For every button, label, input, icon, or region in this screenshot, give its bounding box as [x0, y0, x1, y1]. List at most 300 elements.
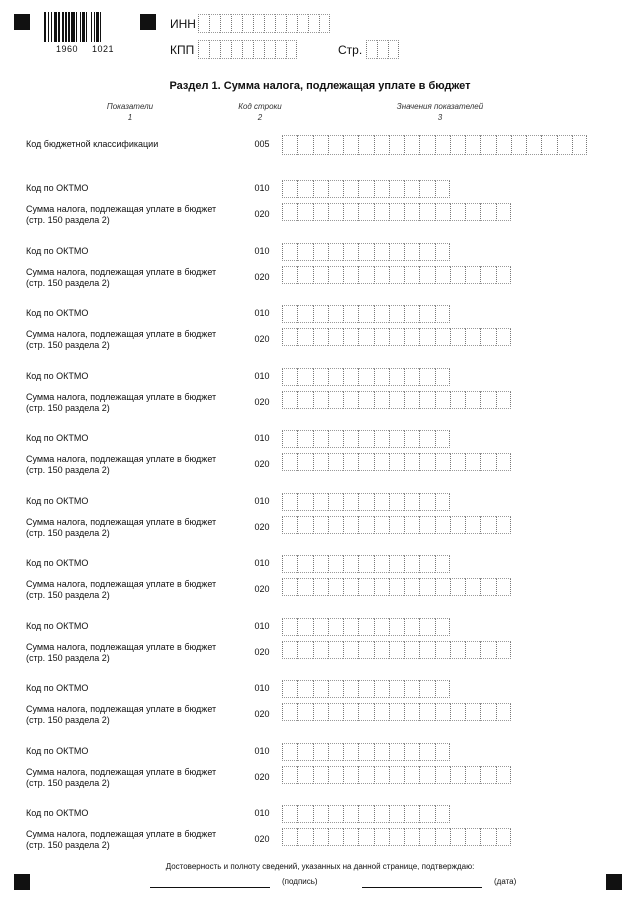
input-cell[interactable]: [297, 328, 312, 346]
input-cell[interactable]: [343, 368, 358, 386]
input-cell[interactable]: [389, 243, 404, 261]
input-cell[interactable]: [328, 180, 343, 198]
input-cell[interactable]: [297, 743, 312, 761]
input-cell[interactable]: [389, 618, 404, 636]
input-cell[interactable]: [496, 453, 511, 471]
input-cell[interactable]: [465, 391, 480, 409]
input-cell[interactable]: [465, 135, 480, 155]
input-cell[interactable]: [358, 805, 373, 823]
input-cell[interactable]: [328, 641, 343, 659]
input-cell[interactable]: [496, 703, 511, 721]
input-cell[interactable]: [328, 430, 343, 448]
input-cell[interactable]: [389, 391, 404, 409]
input-cell[interactable]: [389, 368, 404, 386]
input-cell[interactable]: [450, 703, 465, 721]
oktmo-field[interactable]: [282, 305, 450, 323]
input-cell[interactable]: [343, 766, 358, 784]
input-cell[interactable]: [343, 578, 358, 596]
input-cell[interactable]: [328, 135, 343, 155]
input-cell[interactable]: [275, 14, 286, 33]
tax-sum-field[interactable]: [282, 703, 511, 721]
input-cell[interactable]: [435, 243, 450, 261]
input-cell[interactable]: [419, 703, 434, 721]
input-cell[interactable]: [496, 328, 511, 346]
input-cell[interactable]: [297, 135, 312, 155]
input-cell[interactable]: [374, 430, 389, 448]
input-cell[interactable]: [496, 578, 511, 596]
input-cell[interactable]: [389, 516, 404, 534]
input-cell[interactable]: [374, 203, 389, 221]
input-cell[interactable]: [374, 743, 389, 761]
input-cell[interactable]: [404, 180, 419, 198]
input-cell[interactable]: [328, 266, 343, 284]
kpp-field[interactable]: [198, 40, 297, 59]
input-cell[interactable]: [282, 368, 297, 386]
input-cell[interactable]: [313, 743, 328, 761]
input-cell[interactable]: [419, 135, 434, 155]
input-cell[interactable]: [435, 578, 450, 596]
input-cell[interactable]: [450, 766, 465, 784]
input-cell[interactable]: [297, 805, 312, 823]
input-cell[interactable]: [313, 578, 328, 596]
input-cell[interactable]: [389, 493, 404, 511]
input-cell[interactable]: [343, 135, 358, 155]
input-cell[interactable]: [541, 135, 556, 155]
input-cell[interactable]: [389, 766, 404, 784]
input-cell[interactable]: [404, 135, 419, 155]
tax-sum-field[interactable]: [282, 391, 511, 409]
tax-sum-field[interactable]: [282, 578, 511, 596]
input-cell[interactable]: [480, 703, 495, 721]
input-cell[interactable]: [404, 305, 419, 323]
input-cell[interactable]: [404, 266, 419, 284]
input-cell[interactable]: [377, 40, 388, 59]
input-cell[interactable]: [264, 14, 275, 33]
input-cell[interactable]: [343, 493, 358, 511]
input-cell[interactable]: [297, 391, 312, 409]
input-cell[interactable]: [419, 618, 434, 636]
input-cell[interactable]: [480, 391, 495, 409]
input-cell[interactable]: [450, 203, 465, 221]
input-cell[interactable]: [480, 203, 495, 221]
input-cell[interactable]: [374, 453, 389, 471]
input-cell[interactable]: [374, 180, 389, 198]
input-cell[interactable]: [343, 391, 358, 409]
input-cell[interactable]: [435, 680, 450, 698]
input-cell[interactable]: [374, 516, 389, 534]
input-cell[interactable]: [404, 453, 419, 471]
input-cell[interactable]: [313, 555, 328, 573]
input-cell[interactable]: [220, 14, 231, 33]
page-number-field[interactable]: [366, 40, 399, 59]
input-cell[interactable]: [374, 766, 389, 784]
input-cell[interactable]: [343, 641, 358, 659]
input-cell[interactable]: [404, 243, 419, 261]
tax-sum-field[interactable]: [282, 203, 511, 221]
input-cell[interactable]: [435, 766, 450, 784]
input-cell[interactable]: [282, 391, 297, 409]
input-cell[interactable]: [480, 766, 495, 784]
input-cell[interactable]: [358, 203, 373, 221]
input-cell[interactable]: [297, 243, 312, 261]
input-cell[interactable]: [374, 805, 389, 823]
input-cell[interactable]: [282, 266, 297, 284]
input-cell[interactable]: [511, 135, 526, 155]
input-cell[interactable]: [419, 453, 434, 471]
input-cell[interactable]: [557, 135, 572, 155]
oktmo-field[interactable]: [282, 243, 450, 261]
input-cell[interactable]: [450, 641, 465, 659]
input-cell[interactable]: [297, 555, 312, 573]
input-cell[interactable]: [450, 135, 465, 155]
input-cell[interactable]: [358, 828, 373, 846]
input-cell[interactable]: [328, 305, 343, 323]
input-cell[interactable]: [358, 516, 373, 534]
input-cell[interactable]: [496, 641, 511, 659]
input-cell[interactable]: [435, 641, 450, 659]
input-cell[interactable]: [389, 180, 404, 198]
input-cell[interactable]: [435, 430, 450, 448]
input-cell[interactable]: [389, 578, 404, 596]
input-cell[interactable]: [435, 516, 450, 534]
input-cell[interactable]: [358, 703, 373, 721]
input-cell[interactable]: [242, 40, 253, 59]
input-cell[interactable]: [366, 40, 377, 59]
input-cell[interactable]: [313, 368, 328, 386]
input-cell[interactable]: [404, 703, 419, 721]
input-cell[interactable]: [313, 328, 328, 346]
tax-sum-field[interactable]: [282, 641, 511, 659]
input-cell[interactable]: [358, 743, 373, 761]
input-cell[interactable]: [374, 243, 389, 261]
input-cell[interactable]: [435, 266, 450, 284]
input-cell[interactable]: [343, 805, 358, 823]
input-cell[interactable]: [358, 266, 373, 284]
input-cell[interactable]: [297, 766, 312, 784]
input-cell[interactable]: [358, 578, 373, 596]
input-cell[interactable]: [480, 135, 495, 155]
input-cell[interactable]: [404, 516, 419, 534]
input-cell[interactable]: [465, 703, 480, 721]
input-cell[interactable]: [419, 641, 434, 659]
input-cell[interactable]: [419, 368, 434, 386]
input-cell[interactable]: [328, 828, 343, 846]
tax-sum-field[interactable]: [282, 828, 511, 846]
input-cell[interactable]: [343, 243, 358, 261]
input-cell[interactable]: [374, 578, 389, 596]
input-cell[interactable]: [374, 391, 389, 409]
input-cell[interactable]: [419, 243, 434, 261]
input-cell[interactable]: [328, 555, 343, 573]
input-cell[interactable]: [404, 743, 419, 761]
input-cell[interactable]: [358, 641, 373, 659]
input-cell[interactable]: [419, 391, 434, 409]
input-cell[interactable]: [572, 135, 587, 155]
input-cell[interactable]: [389, 430, 404, 448]
input-cell[interactable]: [388, 40, 399, 59]
input-cell[interactable]: [404, 680, 419, 698]
oktmo-field[interactable]: [282, 680, 450, 698]
input-cell[interactable]: [480, 516, 495, 534]
input-cell[interactable]: [313, 766, 328, 784]
input-cell[interactable]: [282, 516, 297, 534]
input-cell[interactable]: [343, 828, 358, 846]
input-cell[interactable]: [264, 40, 275, 59]
input-cell[interactable]: [328, 453, 343, 471]
input-cell[interactable]: [313, 430, 328, 448]
input-cell[interactable]: [404, 430, 419, 448]
oktmo-field[interactable]: [282, 493, 450, 511]
oktmo-field[interactable]: [282, 618, 450, 636]
input-cell[interactable]: [374, 135, 389, 155]
input-cell[interactable]: [389, 828, 404, 846]
input-cell[interactable]: [282, 618, 297, 636]
input-cell[interactable]: [313, 203, 328, 221]
input-cell[interactable]: [313, 516, 328, 534]
input-cell[interactable]: [389, 328, 404, 346]
oktmo-field[interactable]: [282, 805, 450, 823]
input-cell[interactable]: [343, 266, 358, 284]
input-cell[interactable]: [404, 391, 419, 409]
input-cell[interactable]: [389, 703, 404, 721]
input-cell[interactable]: [313, 391, 328, 409]
input-cell[interactable]: [419, 493, 434, 511]
input-cell[interactable]: [328, 493, 343, 511]
input-cell[interactable]: [313, 805, 328, 823]
input-cell[interactable]: [297, 493, 312, 511]
input-cell[interactable]: [419, 555, 434, 573]
input-cell[interactable]: [198, 14, 209, 33]
input-cell[interactable]: [450, 828, 465, 846]
input-cell[interactable]: [450, 391, 465, 409]
input-cell[interactable]: [358, 368, 373, 386]
input-cell[interactable]: [313, 703, 328, 721]
input-cell[interactable]: [465, 578, 480, 596]
tax-sum-field[interactable]: [282, 453, 511, 471]
input-cell[interactable]: [404, 368, 419, 386]
input-cell[interactable]: [328, 743, 343, 761]
input-cell[interactable]: [275, 40, 286, 59]
input-cell[interactable]: [313, 305, 328, 323]
input-cell[interactable]: [231, 14, 242, 33]
input-cell[interactable]: [496, 391, 511, 409]
input-cell[interactable]: [343, 203, 358, 221]
input-cell[interactable]: [465, 328, 480, 346]
input-cell[interactable]: [343, 305, 358, 323]
input-cell[interactable]: [297, 828, 312, 846]
input-cell[interactable]: [297, 618, 312, 636]
input-cell[interactable]: [404, 555, 419, 573]
input-cell[interactable]: [343, 328, 358, 346]
input-cell[interactable]: [480, 641, 495, 659]
input-cell[interactable]: [328, 766, 343, 784]
input-cell[interactable]: [465, 453, 480, 471]
input-cell[interactable]: [328, 703, 343, 721]
input-cell[interactable]: [374, 266, 389, 284]
input-cell[interactable]: [297, 305, 312, 323]
input-cell[interactable]: [282, 203, 297, 221]
input-cell[interactable]: [465, 266, 480, 284]
input-cell[interactable]: [404, 805, 419, 823]
input-cell[interactable]: [220, 40, 231, 59]
input-cell[interactable]: [358, 305, 373, 323]
input-cell[interactable]: [480, 453, 495, 471]
input-cell[interactable]: [313, 493, 328, 511]
input-cell[interactable]: [496, 203, 511, 221]
input-cell[interactable]: [496, 135, 511, 155]
input-cell[interactable]: [374, 680, 389, 698]
input-cell[interactable]: [419, 328, 434, 346]
input-cell[interactable]: [435, 305, 450, 323]
input-cell[interactable]: [435, 368, 450, 386]
input-cell[interactable]: [419, 516, 434, 534]
input-cell[interactable]: [282, 578, 297, 596]
input-cell[interactable]: [419, 203, 434, 221]
input-cell[interactable]: [343, 703, 358, 721]
input-cell[interactable]: [313, 135, 328, 155]
input-cell[interactable]: [374, 703, 389, 721]
input-cell[interactable]: [313, 243, 328, 261]
input-cell[interactable]: [450, 328, 465, 346]
input-cell[interactable]: [404, 328, 419, 346]
input-cell[interactable]: [358, 680, 373, 698]
input-cell[interactable]: [450, 266, 465, 284]
input-cell[interactable]: [435, 828, 450, 846]
input-cell[interactable]: [343, 453, 358, 471]
input-cell[interactable]: [328, 368, 343, 386]
input-cell[interactable]: [374, 368, 389, 386]
input-cell[interactable]: [480, 328, 495, 346]
kbk-field[interactable]: [282, 135, 587, 155]
input-cell[interactable]: [358, 555, 373, 573]
input-cell[interactable]: [282, 766, 297, 784]
input-cell[interactable]: [253, 40, 264, 59]
input-cell[interactable]: [328, 618, 343, 636]
input-cell[interactable]: [286, 40, 297, 59]
input-cell[interactable]: [343, 516, 358, 534]
input-cell[interactable]: [389, 453, 404, 471]
input-cell[interactable]: [313, 453, 328, 471]
input-cell[interactable]: [465, 203, 480, 221]
input-cell[interactable]: [358, 453, 373, 471]
input-cell[interactable]: [297, 516, 312, 534]
input-cell[interactable]: [435, 703, 450, 721]
input-cell[interactable]: [419, 743, 434, 761]
input-cell[interactable]: [404, 641, 419, 659]
input-cell[interactable]: [328, 578, 343, 596]
input-cell[interactable]: [358, 391, 373, 409]
input-cell[interactable]: [282, 828, 297, 846]
input-cell[interactable]: [358, 135, 373, 155]
input-cell[interactable]: [450, 578, 465, 596]
input-cell[interactable]: [328, 516, 343, 534]
input-cell[interactable]: [297, 203, 312, 221]
tax-sum-field[interactable]: [282, 516, 511, 534]
input-cell[interactable]: [404, 618, 419, 636]
input-cell[interactable]: [282, 430, 297, 448]
input-cell[interactable]: [419, 828, 434, 846]
input-cell[interactable]: [435, 203, 450, 221]
input-cell[interactable]: [374, 305, 389, 323]
input-cell[interactable]: [419, 805, 434, 823]
input-cell[interactable]: [404, 578, 419, 596]
input-cell[interactable]: [419, 578, 434, 596]
input-cell[interactable]: [419, 680, 434, 698]
input-cell[interactable]: [358, 618, 373, 636]
input-cell[interactable]: [282, 641, 297, 659]
input-cell[interactable]: [496, 266, 511, 284]
input-cell[interactable]: [419, 305, 434, 323]
input-cell[interactable]: [435, 453, 450, 471]
input-cell[interactable]: [282, 743, 297, 761]
input-cell[interactable]: [358, 328, 373, 346]
input-cell[interactable]: [297, 368, 312, 386]
input-cell[interactable]: [435, 743, 450, 761]
input-cell[interactable]: [435, 618, 450, 636]
input-cell[interactable]: [297, 680, 312, 698]
input-cell[interactable]: [419, 766, 434, 784]
input-cell[interactable]: [209, 14, 220, 33]
input-cell[interactable]: [297, 453, 312, 471]
input-cell[interactable]: [328, 391, 343, 409]
input-cell[interactable]: [297, 430, 312, 448]
oktmo-field[interactable]: [282, 555, 450, 573]
input-cell[interactable]: [313, 680, 328, 698]
inn-field[interactable]: [198, 14, 330, 33]
input-cell[interactable]: [313, 180, 328, 198]
input-cell[interactable]: [389, 680, 404, 698]
date-line[interactable]: [362, 887, 482, 888]
input-cell[interactable]: [343, 680, 358, 698]
input-cell[interactable]: [282, 328, 297, 346]
input-cell[interactable]: [465, 766, 480, 784]
input-cell[interactable]: [435, 391, 450, 409]
input-cell[interactable]: [358, 493, 373, 511]
input-cell[interactable]: [282, 180, 297, 198]
input-cell[interactable]: [526, 135, 541, 155]
input-cell[interactable]: [374, 641, 389, 659]
input-cell[interactable]: [480, 578, 495, 596]
input-cell[interactable]: [343, 180, 358, 198]
input-cell[interactable]: [308, 14, 319, 33]
input-cell[interactable]: [343, 430, 358, 448]
input-cell[interactable]: [282, 493, 297, 511]
input-cell[interactable]: [328, 805, 343, 823]
input-cell[interactable]: [328, 328, 343, 346]
input-cell[interactable]: [465, 828, 480, 846]
input-cell[interactable]: [404, 766, 419, 784]
input-cell[interactable]: [496, 766, 511, 784]
input-cell[interactable]: [328, 203, 343, 221]
input-cell[interactable]: [297, 703, 312, 721]
input-cell[interactable]: [328, 680, 343, 698]
input-cell[interactable]: [404, 493, 419, 511]
input-cell[interactable]: [389, 743, 404, 761]
input-cell[interactable]: [313, 828, 328, 846]
input-cell[interactable]: [435, 805, 450, 823]
input-cell[interactable]: [389, 641, 404, 659]
input-cell[interactable]: [480, 828, 495, 846]
input-cell[interactable]: [435, 328, 450, 346]
input-cell[interactable]: [253, 14, 264, 33]
input-cell[interactable]: [419, 266, 434, 284]
input-cell[interactable]: [282, 453, 297, 471]
input-cell[interactable]: [389, 555, 404, 573]
input-cell[interactable]: [282, 805, 297, 823]
input-cell[interactable]: [328, 243, 343, 261]
input-cell[interactable]: [450, 453, 465, 471]
input-cell[interactable]: [465, 516, 480, 534]
